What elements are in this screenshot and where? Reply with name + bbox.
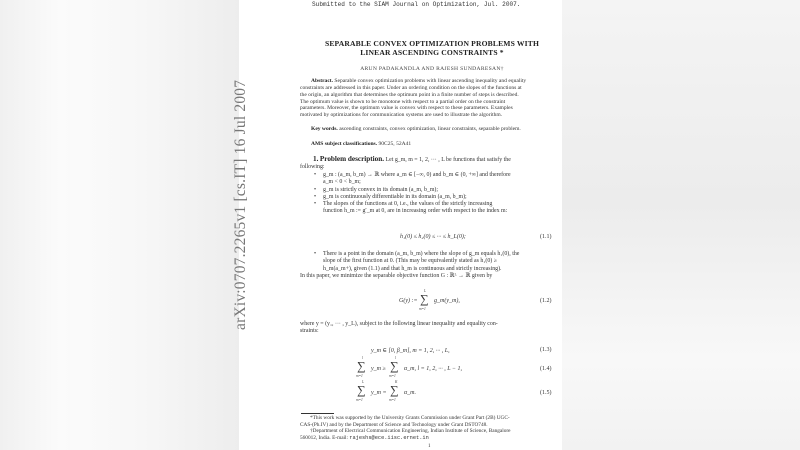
submission-header: Submitted to the SIAM Journal on Optimization, Jul. 2007. bbox=[312, 1, 521, 8]
equation-1-2-rhs: g_m(y_m), bbox=[434, 298, 460, 304]
objective-intro: In this paper, we minimize the separable objective function G : ℝᴸ → ℝ given by bbox=[300, 273, 493, 279]
condition-list: • g_m : (a_m, b_m) → ℝ where a_m ∈ [−∞, 0) and b_m ∈ (0, +∞] and therefore a_m < 0 < b_m; • g_m is strictly convex in its domain (a_m, b_m); • g_m is continuously differentiable in its domain (a_m, b_m); • The slopes of the functions at 0, i.e., the values of the strictly increasing function h_m := g′_m at 0, are in increasing order with respect to the index m: bbox=[314, 172, 562, 216]
equation-1-4: α_m, l = 1, 2, ··· , L − 1, bbox=[404, 366, 462, 372]
paper-title-line1: SEPARABLE CONVEX OPTIMIZATION PROBLEMS WITH bbox=[324, 39, 540, 48]
abstract-label: Abstract. bbox=[311, 78, 334, 84]
paper-title-line2: LINEAR ASCENDING CONSTRAINTS * bbox=[360, 48, 504, 57]
abstract: Abstract. Separable convex optimization problems with linear ascending inequality and equality constraints are addressed in this paper. Under an ordering condition on the slopes of the functions at the origin, an algorithm that determines the optimum point in a finite number of steps is described. The optimum value is shown to be monotone with respect to a partial order on the constraint parameters. Moreover, the optimum value is convex with respect to these parameters. Examples motivated by optimizations for communication systems are used to illustrate the algorithm. bbox=[300, 78, 527, 119]
list-item: • The slopes of the functions at 0, i.e., the values of the strictly increasing bbox=[314, 201, 493, 208]
summation-symbol: ∑ bbox=[357, 359, 366, 373]
equation-1-1: h₁(0) ≤ h₂(0) ≤ ··· ≤ h_L(0); bbox=[400, 234, 466, 240]
summation-symbol: ∑ bbox=[390, 383, 399, 397]
equation-number-1-3: (1.3) bbox=[540, 347, 552, 353]
equation-number-1-4: (1.4) bbox=[540, 366, 552, 372]
constraints-intro: where y = (y₁, ··· , y_L), subject to the following linear inequality and equality con- straints: bbox=[300, 321, 498, 335]
equation-1-2-lhs: G(y) := bbox=[399, 298, 418, 304]
summation-symbol: ∑ bbox=[420, 292, 429, 306]
ams-classifications: AMS subject classifications. 90C25, 52A41 bbox=[311, 141, 412, 147]
section-heading: Problem description. bbox=[319, 155, 385, 163]
section-number: 1. bbox=[313, 155, 319, 163]
page-number: 1 bbox=[428, 444, 431, 449]
list-item: • g_m is continuously differentiable in its domain (a_m, b_m); bbox=[314, 193, 467, 200]
paper-authors: ARUN PADAKANDLA AND RAJESH SUNDARESAN† bbox=[360, 66, 504, 72]
section-1-intro: 1. Problem description. Let g_m, m = 1, 2, ··· , L be functions that satisfy the following: bbox=[300, 155, 511, 171]
keywords: Key words. ascending constraints, convex optimization, linear constraints, separable problem. bbox=[311, 126, 521, 132]
list-item: • g_m : (a_m, b_m) → ℝ where a_m ∈ [−∞, 0) and b_m ∈ (0, +∞] and therefore bbox=[314, 172, 511, 178]
footnote-funding: *This work was supported by the University Grants Commission under Grant Part (2B) UGC- bbox=[310, 415, 510, 421]
equation-number-1-5: (1.5) bbox=[540, 390, 552, 396]
arxiv-identifier-stamp: arXiv:0707.2265v1 [cs.IT] 16 Jul 2007 bbox=[232, 79, 249, 330]
summation-symbol: ∑ bbox=[357, 383, 366, 397]
footnote-affiliation: †Department of Electrical Communication Engineering, Indian Institute of Science, Bangalore bbox=[310, 428, 511, 435]
viewer-background-right bbox=[562, 0, 800, 450]
keywords-label: Key words. bbox=[311, 126, 338, 132]
list-item: • g_m is strictly convex in its domain (a_m, b_m); bbox=[314, 186, 439, 193]
ams-label: AMS subject classifications. bbox=[311, 141, 378, 147]
equation-1-3: y_m ∈ [0, β_m], m = 1, 2, ··· , L, bbox=[371, 348, 450, 354]
footnotes: *This work was supported by the University Grants Commission under Grant Part (2B) UGC- CAS-(Ph.IV) and by the Department of Science and Technology under Grant DSTO748. †Department of Electrical Communication Engineering, Indian Institute of Science, Bangalore 560012, India. E-mail: rajeshs@ece.iisc.ernet.in bbox=[300, 415, 562, 442]
equation-1-5: α_m. bbox=[404, 390, 416, 396]
summation-symbol: ∑ bbox=[390, 359, 399, 373]
footnote-divider bbox=[301, 413, 334, 414]
viewer-background-left bbox=[0, 0, 239, 450]
equation-number-1-1: (1.1) bbox=[540, 234, 552, 240]
condition-list-item-5: • There is a point in the domain (a_m, b_m) where the slope of g_m equals h₁(0), the slope of the first function at 0. (This may be equivalently stated as h₁(0) ≥ h_m(a_m+), given (1.1) and that h_m is continuous and strictly increasing). bbox=[314, 251, 520, 272]
author-email-link[interactable]: rajeshs@ece.iisc.ernet.in bbox=[349, 435, 429, 442]
equation-number-1-2: (1.2) bbox=[540, 298, 552, 304]
